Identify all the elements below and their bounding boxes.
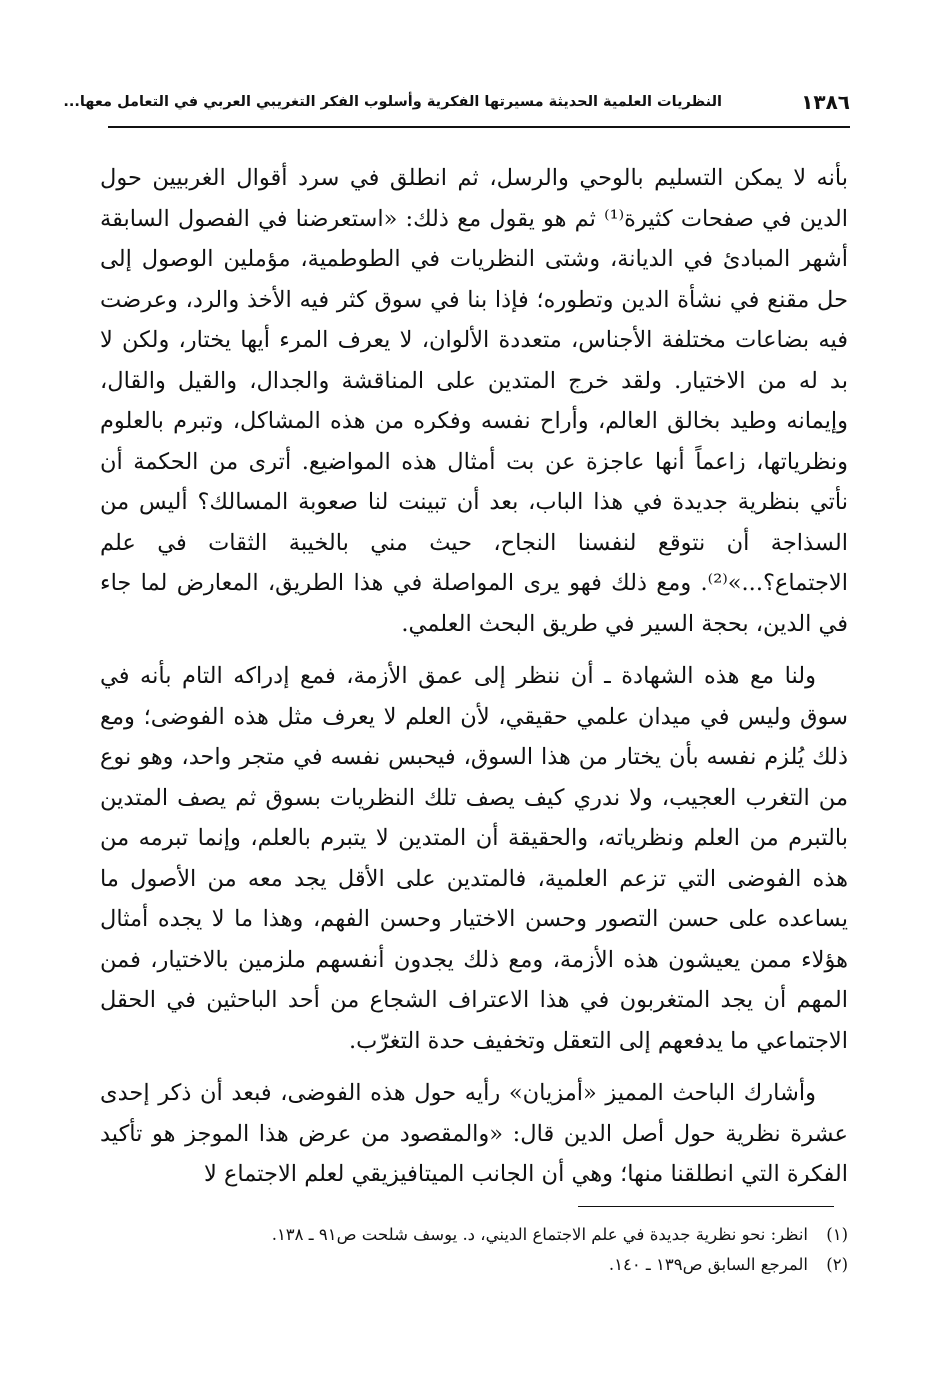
- footnote-text: المرجع السابق ص١٣٩ ـ ١٤٠.: [608, 1255, 808, 1274]
- page-number: ١٣٨٦: [801, 90, 850, 114]
- footnote-text: انظر: نحو نظرية جديدة في علم الاجتماع الديني، د. يوسف شلحت ص٩١ ـ ١٣٨.: [271, 1225, 808, 1244]
- running-title: النظريات العلمية الحديثة مسيرتها الفكرية وأسلوب الفكر التغريبي العربي في التعامل معها...: [63, 94, 722, 110]
- paragraph-3: وأشارك الباحث المميز «أمزيان» رأيه حول هذه الفوضى، فبعد أن ذكر إحدى عشرة نظرية حول أصل الدين قال: «والمقصود من عرض هذا الموجز هو تأكيد الفكرة التي انطلقنا منها؛ وهي أن الجانب الميتافيزيقي لعلم الاجتماع لا: [100, 1080, 848, 1187]
- page-header: [63, 86, 850, 128]
- paragraph-1: بأنه لا يمكن التسليم بالوحي والرسل، ثم انطلق في سرد أقوال الغربيين حول الدين في صفحات كثيرة⁽¹⁾ ثم هو يقول مع ذلك: «استعرضنا في الفصول السابقة أشهر المبادئ في الديانة، وشتى النظريات في الطوطمية، مؤملين الوصول إلى حل مقنع في نشأة الدين وتطوره؛ فإذا بنا في سوق كثر فيه الأخذ والرد، وعرضت فيه بضاعات مختلفة الأجناس، متعددة الألوان، لا يعرف المرء أيها يختار، ولكن لا بد له من الاختيار. ولقد خرج المتدين على المناقشة والجدال، والقيل والقال، وإيمانه وطيد بخالق العالم، وأراح نفسه وفكره من هذه المشاكل، وتبرم بالعلوم ونظرياتها، زاعماً أنها عاجزة عن بت أمثال هذه المواضيع. أترى من الحكمة أن نأتي بنظرية جديدة في هذا الباب، بعد أن تبينت لنا صعوبة المسالك؟ أليس من السذاجة أن نتوقع لنفسنا النجاح، حيث مني بالخيبة الثقات في علم الاجتماع؟...»⁽²⁾. ومع ذلك فهو يرى المواصلة في هذا الطريق، المعارض لما جاء في الدين، بحجة السير في طريق البحث العلمي.: [100, 165, 848, 637]
- footnote-2: [100, 1250, 848, 1280]
- footnote-number: (١): [826, 1225, 848, 1244]
- footnote-separator: [578, 1206, 834, 1207]
- footnotes: [100, 1220, 848, 1280]
- footnote-number: (٢): [826, 1255, 848, 1274]
- footnote-1: [100, 1220, 848, 1250]
- paragraph-2: ولنا مع هذه الشهادة ـ أن ننظر إلى عمق الأزمة، فمع إدراكه التام بأنه في سوق وليس في ميدان علمي حقيقي، لأن العلم لا يعرف مثل هذه الفوضى؛ ومع ذلك يُلزم نفسه بأن يختار من هذا السوق، فيحبس نفسه في متجر واحد، وهو نوع من التغرب العجيب، ولا ندري كيف يصف تلك النظريات بسوق ثم يصف المتدين بالتبرم من العلم ونظرياته، والحقيقة أن المتدين لا يتبرم بالعلم، وإنما تبرمه من هذه الفوضى التي تزعم العلمية، فالمتدين على الأقل يجد معه من الأصول ما يساعده على حسن التصور وحسن الاختيار وحسن الفهم، وهذا ما لا يجده أمثال هؤلاء ممن يعيشون هذه الأزمة، ومع ذلك يجدون أنفسهم ملزمين بالاختيار، فمن المهم أن يجد المتغربون في هذا الاعتراف الشجاع من أحد الباحثين في الحقل الاجتماعي ما يدفعهم إلى التعقل وتخفيف حدة التغرّب.: [100, 663, 848, 1054]
- main-text: [100, 158, 848, 1207]
